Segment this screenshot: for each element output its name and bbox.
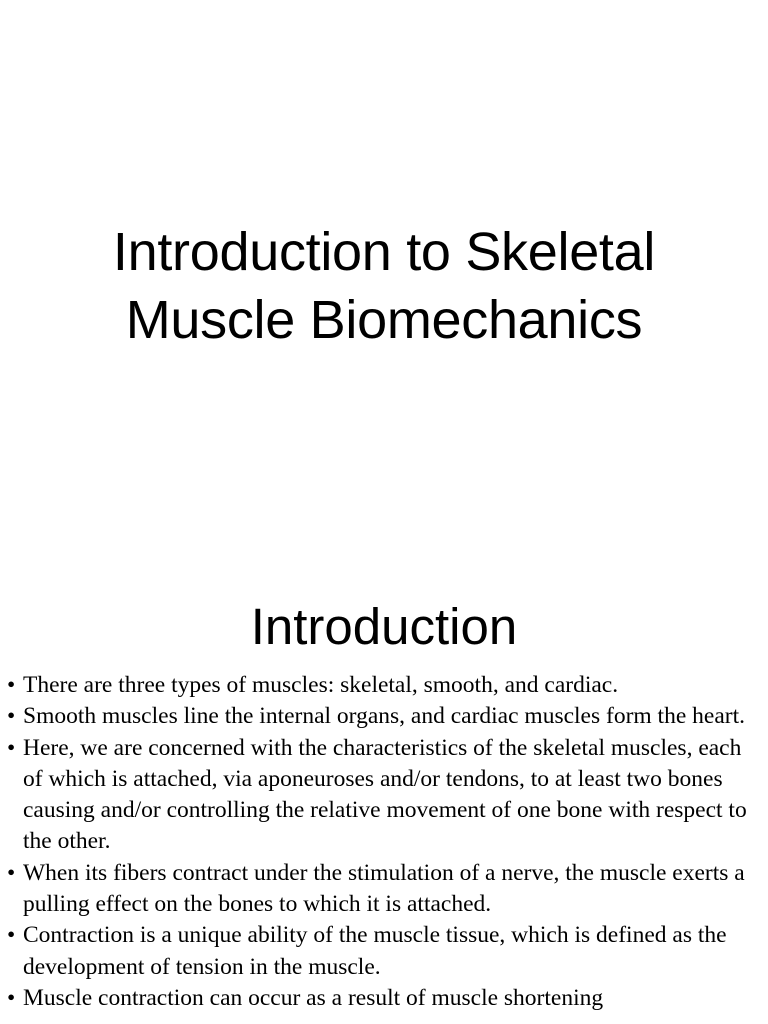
slide-title-line-2: Muscle Biomechanics bbox=[125, 290, 643, 350]
bullet-item bbox=[0, 858, 760, 921]
bullet-dot: • bbox=[7, 922, 16, 949]
bullet-list bbox=[0, 670, 760, 1014]
bullet-dot: • bbox=[7, 984, 16, 1011]
bullet-dot: • bbox=[7, 672, 16, 698]
bullet-text: Muscle contraction can occur as a result of muscle shortening bbox=[23, 984, 604, 1011]
bullet-item bbox=[0, 983, 760, 1014]
bullet-text: Here, we are concerned with the characteristics of the skeletal muscles, each of which is attached, via aponeuroses and/or tendons, to at least two bones causing and/or controlling the relative movement of one bone with respect to the other. bbox=[23, 734, 747, 855]
bullet-dot: • bbox=[7, 734, 16, 761]
bullet-text: There are three types of muscles: skeletal, smooth, and cardiac. bbox=[23, 672, 619, 698]
slide-title bbox=[0, 218, 768, 354]
bullet-dot: • bbox=[7, 703, 16, 730]
bullet-text: Contraction is a unique ability of the muscle tissue, which is defined as the development of tension in the muscle. bbox=[23, 922, 727, 980]
bullet-item bbox=[0, 733, 760, 858]
bullet-text: Smooth muscles line the internal organs, and cardiac muscles form the heart. bbox=[23, 703, 745, 730]
bullet-text: When its fibers contract under the stimulation of a nerve, the muscle exerts a pulling effect on the bones to which it is attached. bbox=[23, 859, 745, 918]
bullet-item bbox=[0, 670, 760, 701]
bullet-item bbox=[0, 920, 760, 983]
bullet-dot: • bbox=[7, 859, 16, 886]
slide-title-line-1: Introduction to Skeletal bbox=[112, 222, 656, 282]
bullet-item bbox=[0, 701, 760, 732]
section-heading: Introduction bbox=[250, 598, 518, 655]
